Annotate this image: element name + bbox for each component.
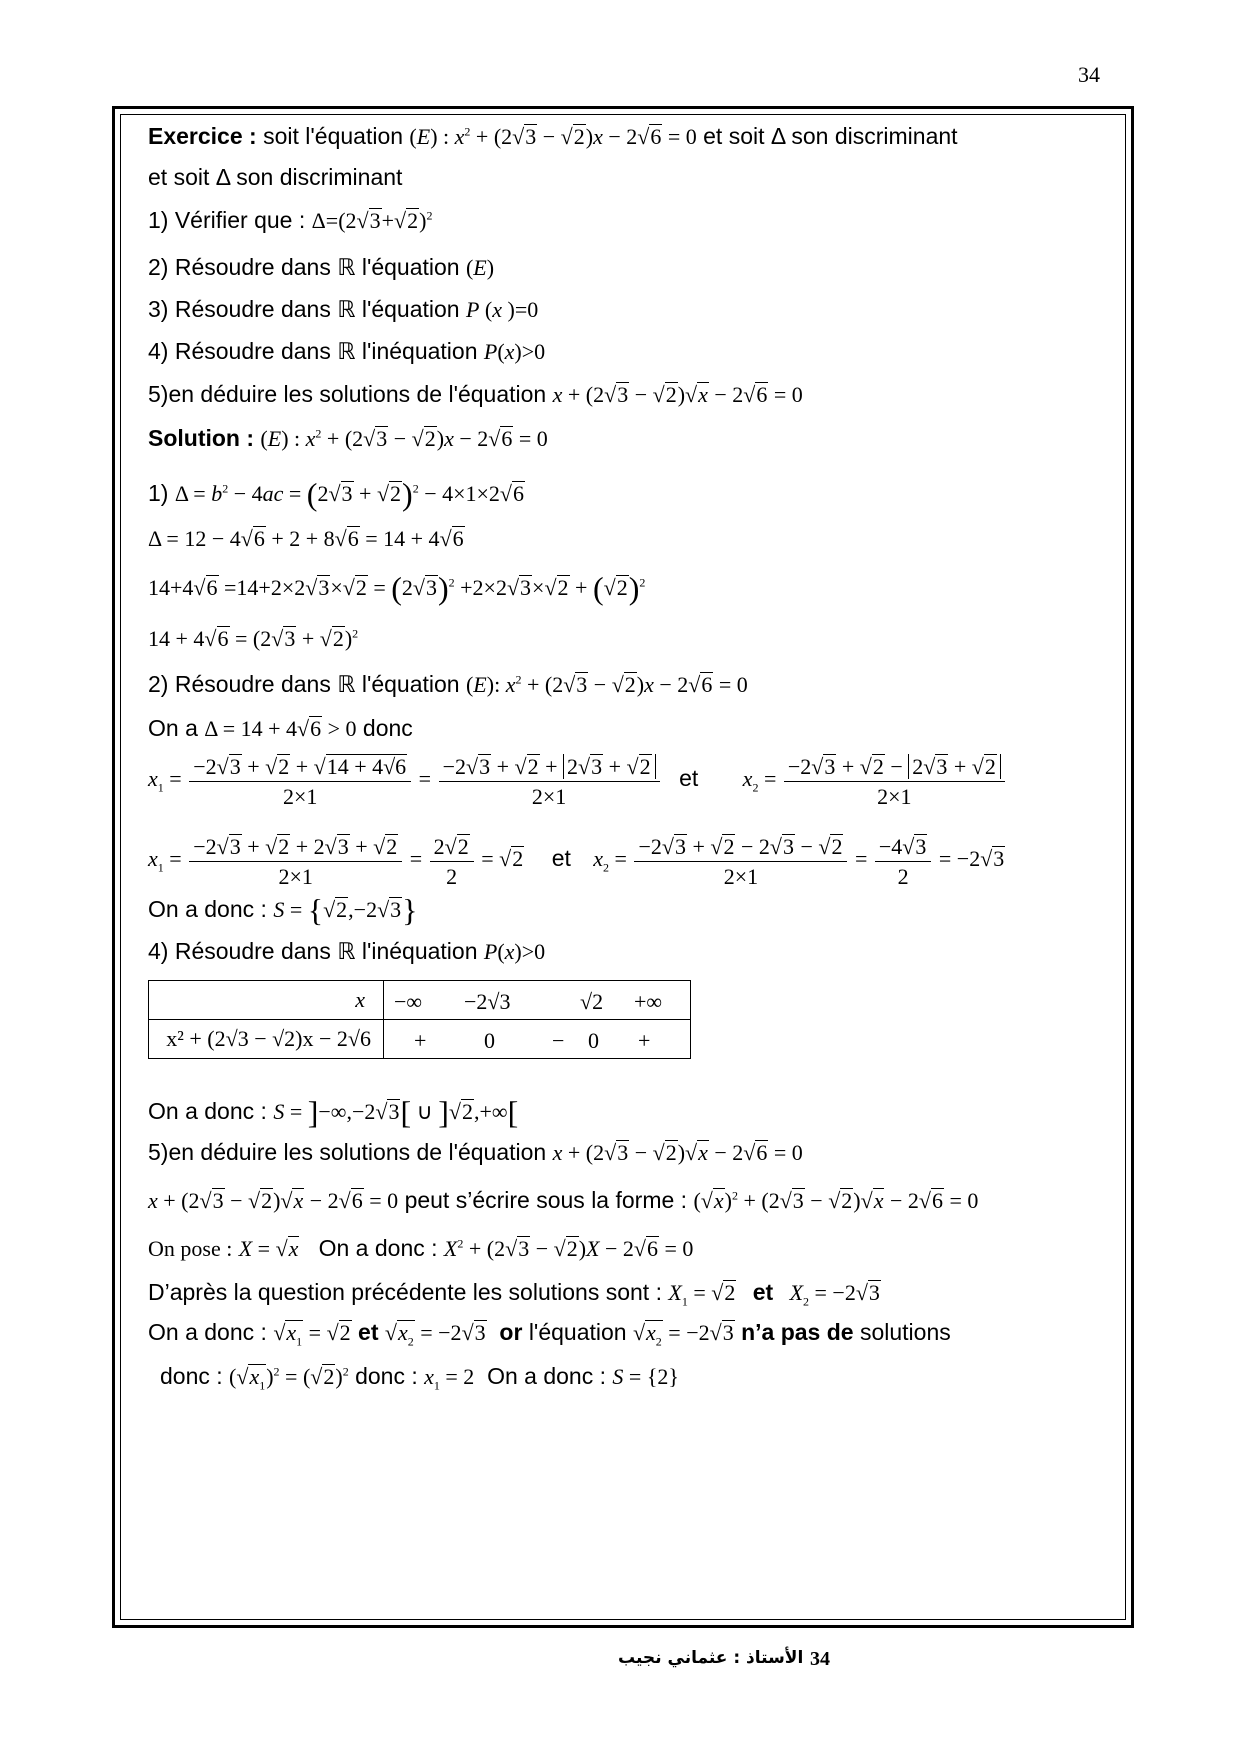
exercise-title: Exercice :: [148, 123, 257, 149]
sign-header-0: −∞: [394, 989, 423, 1014]
exercise-intro-2: et soit Δ son discriminant: [703, 123, 958, 149]
peut-ecrire-label: peut s’écrire sous la forme :: [404, 1187, 688, 1213]
footer-author: الأستاذ : عثماني نجيب: [618, 1648, 804, 1668]
solution-substitution: On pose : X = √x On a donc : $X^2 + (2√3 - √2)X - 2√6 = 0$: [148, 1235, 694, 1261]
solution-step-5: 5)en déduire les solutions de l'équation x + (2√3 − √2)√x − 2√6 = 0: [148, 1139, 803, 1165]
exercise-q5: 5)en déduire les solutions de l'équation x + (2√3 − √2)√x − 2√6 = 0: [148, 381, 803, 407]
solution-step-1c: $14+4√6 =14+2\times 2√3\times√2 = (2√3)^2 +2\times 2√3\times√2 + (√2)^2$: [148, 570, 646, 606]
solution-sqrt-roots: On a donc : $√x_1 = √2$ et $√x_2 = -2√3$ or l'équation $√x_2 = -2√3$ n’a pas de solutions: [148, 1319, 951, 1349]
solution-step-5-rewrite: x + (2√3 − √2)√x − 2√6 = 0 peut s’écrire sous la forme : $(√x)^2 + (2√3 - √2)√x - 2√6 = 0$: [148, 1187, 979, 1213]
exercise-q3: 3) Résoudre dans ℝ l'équation P (x )=0: [148, 296, 539, 322]
solution-step-4: 4) Résoudre dans ℝ l'inéquation P(x)>0: [148, 938, 546, 964]
sign-value-4: +: [638, 1028, 651, 1053]
solution-set-inequation: On a donc : S = ]−∞,−2√3[ ∪ ]√2,+∞[: [148, 1094, 519, 1130]
on-a-label: On a: [148, 715, 198, 741]
exercise-q4: 4) Résoudre dans ℝ l'inéquation P(x)>0: [148, 338, 546, 364]
s1-label: 1): [148, 480, 169, 506]
et-bold-1: et: [752, 1279, 774, 1305]
roots-computed: $x_1$ = $\frac{-2√3 + √2 + 2√3 + √2}{2\times 1}$ = $\frac{2√2}{2}$ = √2 et $x_2$ = $\frac{-2√3 + √2 - 2√3 - √2}{2\times 1}$ = $\frac{-4√3}{2}$ = −2√3: [148, 834, 1005, 889]
q5-label: 5)en déduire les solutions de l'équation: [148, 381, 547, 407]
solution-title: Solution :: [148, 425, 255, 451]
solution-step-1: 1) $\Delta = b^2 - 4ac = (2√3 + √2)^2 - 4\times 1\times 2√6$: [148, 476, 524, 512]
on-a-donc-4: On a donc :: [148, 1319, 267, 1345]
donc-label: donc: [362, 715, 413, 741]
page-number-top: 34: [1078, 62, 1100, 87]
solutions-label: solutions: [859, 1319, 951, 1345]
q2-label: 2) Résoudre dans ℝ l'équation: [148, 254, 460, 280]
sign-value-3: 0: [588, 1028, 599, 1053]
donc-colon-1: donc :: [160, 1363, 223, 1389]
et-label-2: et: [551, 845, 571, 872]
l-equation-label: l'équation: [528, 1319, 627, 1345]
s4-label: 4) Résoudre dans ℝ l'inéquation: [148, 938, 478, 964]
on-a-donc-2: On a donc :: [148, 1098, 267, 1124]
sign-table-expression: x² + (2√3 − √2)x − 2√6: [149, 1020, 384, 1059]
d-apres-label: D’après la question précédente les solutions sont :: [148, 1279, 662, 1305]
solution-final: donc : $(√x_1)^2 = (√2)^2$ donc : $x_1 = 2$ On a donc : S = {2}: [160, 1363, 679, 1393]
on-a-donc-1: On a donc :: [148, 896, 267, 922]
sign-value-1: 0: [484, 1028, 495, 1053]
s2-label: 2) Résoudre dans ℝ l'équation: [148, 671, 460, 697]
on-a-donc-3: On a donc :: [318, 1235, 438, 1261]
solution-set-e: On a donc : S = {√2,−2√3}: [148, 892, 418, 928]
et-bold-2: et: [358, 1319, 379, 1345]
sign-value-2: −: [552, 1028, 565, 1053]
q1-label: 1) Vérifier que :: [148, 207, 306, 233]
exercise-intro-3: et soit Δ son discriminant: [148, 164, 403, 190]
donc-colon-2: donc :: [355, 1363, 418, 1389]
sign-table-x-label: x: [355, 987, 365, 1012]
footer-page-number: 34: [810, 1648, 830, 1670]
exercise-q1: 1) Vérifier que : $\Delta=(2√3+√2)^2$: [148, 207, 433, 233]
sign-header-2: √2: [580, 989, 604, 1014]
sign-header-1: −2√3: [464, 989, 511, 1014]
q3-label: 3) Résoudre dans ℝ l'équation: [148, 296, 460, 322]
solution-previous-roots: D’après la question précédente les solutions sont : $X_1 = √2$ et $X_2 = -2√3$: [148, 1279, 880, 1309]
on-a-donc-5: On a donc :: [487, 1363, 607, 1389]
solution-step-2: 2) Résoudre dans ℝ l'équation (E): $x^2 + (2√3 - √2)x - 2√6 = 0$: [148, 671, 748, 697]
or-bold: or: [499, 1319, 523, 1345]
q4-label: 4) Résoudre dans ℝ l'inéquation: [148, 338, 478, 364]
solution-delta-positive: On a Δ = 14 + 4√6 > 0 donc: [148, 715, 413, 741]
on-pose-label: On pose :: [148, 1236, 233, 1261]
exercise-intro: soit l'équation: [263, 123, 404, 149]
sign-table: [148, 980, 691, 1059]
napas-bold: n’a pas de: [741, 1319, 854, 1345]
solution-step-1b: Δ = 12 − 4√6 + 2 + 8√6 = 14 + 4√6: [148, 526, 464, 551]
et-label-1: et: [679, 765, 699, 792]
exercise-q2: 2) Résoudre dans ℝ l'équation (E): [148, 254, 495, 280]
solution-header: Solution : (E) : $x^2 + (2√3 - √2)x - 2√6 = 0$: [148, 425, 548, 451]
sign-header-3: +∞: [634, 989, 663, 1014]
solution-step-1d: $14 + 4√6 = (2√3 + √2)^2$: [148, 626, 359, 651]
exercise-statement: Exercice : soit l'équation (E) : $x^2 + (2√3 - √2)x - 2√6 = 0$ et soit Δ son discriminant: [148, 123, 958, 149]
s5-label: 5)en déduire les solutions de l'équation: [148, 1139, 547, 1165]
sign-value-0: +: [414, 1028, 427, 1053]
roots-formula: $x_1$ = $\frac{-2√3 + √2 + √14 + 4√6}{2\times 1}$ = $\frac{-2√3 + √2 + 2√3 + √2}{2\times 1}$ et $x_2$ = $\frac{-2√3 + √2 - 2√3 + √2}{2\times 1}$: [148, 754, 1007, 808]
